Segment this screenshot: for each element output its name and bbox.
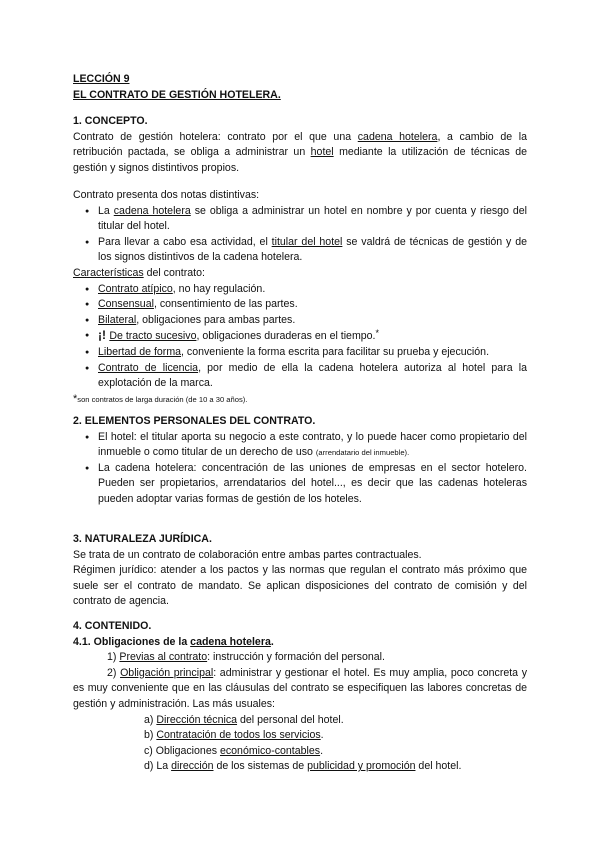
text: se obliga a administrar un hotel en nombre y por cuenta y riesgo del titular del hotel. (98, 204, 528, 233)
text: mediante la utilización de técnicas de gestión y signos distintivos propios. (73, 146, 527, 174)
list-item (73, 235, 527, 266)
text: Para llevar a cabo esa actividad, el (98, 235, 272, 248)
text: del hotel. (415, 760, 462, 773)
footnote (73, 392, 527, 408)
footnote-text: son contratos de larga duración (de 10 a 30 años). (77, 394, 248, 404)
text: El hotel: el titular aporta su negocio a este contrato, y lo puede hacer como propietario del inmueble o como titular de un derecho de uso (98, 430, 527, 459)
task-a (73, 713, 527, 729)
elements-list (73, 430, 527, 508)
text: , a cambio de la retribución pactada, se obliga a administrar un (73, 130, 528, 159)
text: del contrato: (143, 266, 205, 279)
task-d (73, 759, 527, 775)
paragraph: Se trata de un contrato de colaboración entre ambas partes contractuales. (73, 548, 422, 561)
underlined-term: publicidad y promoción (307, 760, 416, 773)
text: La cadena hotelera: concentración de las uniones de empresas en el sector hotelero. Pueden ser propietarios, arrendatarios del hotel..., es decir que las cadenas hoteleras pueden adoptar varias formas de gestión de los hoteles. (98, 461, 527, 505)
obligation-1 (73, 650, 527, 666)
text: d) La (144, 760, 172, 773)
lesson-header (73, 72, 527, 103)
underlined-term: dirección (171, 760, 214, 773)
characteristics-list (73, 282, 527, 392)
list-item (73, 282, 527, 298)
underlined-term: Características (73, 266, 144, 279)
underlined-term: económico-contables (219, 744, 321, 757)
underlined-term: Contrato de licencia (98, 361, 199, 374)
small-note: (arrendatario del inmueble). (315, 448, 410, 458)
list-item (73, 430, 527, 461)
list-item (73, 297, 527, 313)
list-item (73, 461, 527, 508)
underlined-term: De tracto sucesivo (109, 330, 197, 343)
text: a) (144, 713, 157, 726)
asterisk: * (73, 392, 78, 405)
exclamation-mark: ¡! (98, 328, 110, 343)
section-naturaleza (73, 532, 527, 610)
task-b (73, 728, 527, 744)
underlined-term: hotel (310, 146, 334, 159)
notes-intro: Contrato presenta dos notas distintivas: (73, 189, 260, 201)
underlined-term: Contrato atípico (98, 282, 173, 295)
underlined-term: Previas al contrato (119, 651, 208, 664)
text: . (320, 744, 324, 757)
task-c (73, 744, 527, 760)
text: del personal del hotel. (237, 713, 344, 726)
underlined-term: cadena hotelera (190, 635, 271, 648)
text: , por medio de ella la cadena hotelera autoriza al hotel para la explotación de la marca. (98, 361, 527, 390)
underlined-term: Dirección técnica (156, 713, 238, 726)
characteristics-intro (73, 266, 527, 282)
text: , consentimiento de las partes. (153, 298, 298, 311)
text: : instrucción y formación del personal. (207, 651, 385, 664)
text: , no hay regulación. (172, 282, 266, 295)
text: 4.1. Obligaciones de la (73, 635, 191, 648)
asterisk: * (375, 328, 380, 339)
underlined-term: Bilateral (98, 313, 137, 326)
distinctive-notes (73, 188, 527, 407)
obligation-2 (73, 666, 527, 713)
section-heading: 4. CONTENIDO. (73, 620, 152, 632)
text: , conveniente la forma escrita para facilitar su prueba y ejecución. (181, 345, 490, 358)
paragraph-definition (73, 130, 527, 177)
text: . (320, 729, 324, 742)
section-elementos (73, 414, 527, 508)
text: : administrar y gestionar el hotel. Es muy amplia, poco concreta y es muy conveniente que en las cláusulas del contrato se especifiquen las labores concretas de gestión y administración. Las más usuales: (73, 666, 527, 710)
text: , obligaciones duraderas en el tiempo. (196, 330, 376, 343)
section-heading: 1. CONCEPTO. (73, 115, 148, 127)
section-concepto (73, 114, 527, 176)
text: de los sistemas de (213, 760, 308, 773)
underlined-term: cadena hotelera (113, 204, 191, 217)
underlined-term: Consensual (98, 298, 154, 311)
text: La (98, 204, 114, 217)
section-heading: 2. ELEMENTOS PERSONALES DEL CONTRATO. (73, 415, 316, 427)
underlined-term: titular del hotel (271, 235, 343, 248)
lesson-title: EL CONTRATO DE GESTIÓN HOTELERA. (73, 88, 281, 101)
list-item (73, 313, 527, 329)
text: , obligaciones para ambas partes. (136, 313, 296, 326)
underlined-term: Libertad de forma (98, 345, 182, 358)
underlined-term: Contratación de todos los servicios (156, 729, 321, 742)
paragraph: Régimen jurídico: atender a los pactos y las normas que regulan el contrato más próximo que suele ser el contrato de mandato. Se aplican disposiciones del contrato de comisión y del contrato de agencia. (73, 564, 527, 608)
text: Contrato de gestión hotelera: contrato por el que una (73, 130, 358, 143)
section-contenido (73, 619, 527, 775)
text: c) Obligaciones (144, 744, 220, 757)
number: 2) (107, 666, 121, 679)
text: b) (144, 729, 157, 742)
subsection-heading (73, 635, 527, 651)
text: se valdrá de técnicas de gestión y de los signos distintivos de la cadena hotelera. (98, 235, 527, 264)
text: . (270, 635, 274, 648)
section-heading: 3. NATURALEZA JURÍDICA. (73, 533, 212, 545)
notes-list (73, 204, 527, 266)
lesson-number: LECCIÓN 9 (73, 73, 130, 85)
list-item (73, 328, 527, 345)
list-item (73, 361, 527, 392)
number: 1) (107, 651, 120, 664)
underlined-term: cadena hotelera (357, 130, 438, 143)
list-item (73, 204, 527, 235)
underlined-term: Obligación principal (120, 666, 214, 679)
list-item (73, 345, 527, 361)
